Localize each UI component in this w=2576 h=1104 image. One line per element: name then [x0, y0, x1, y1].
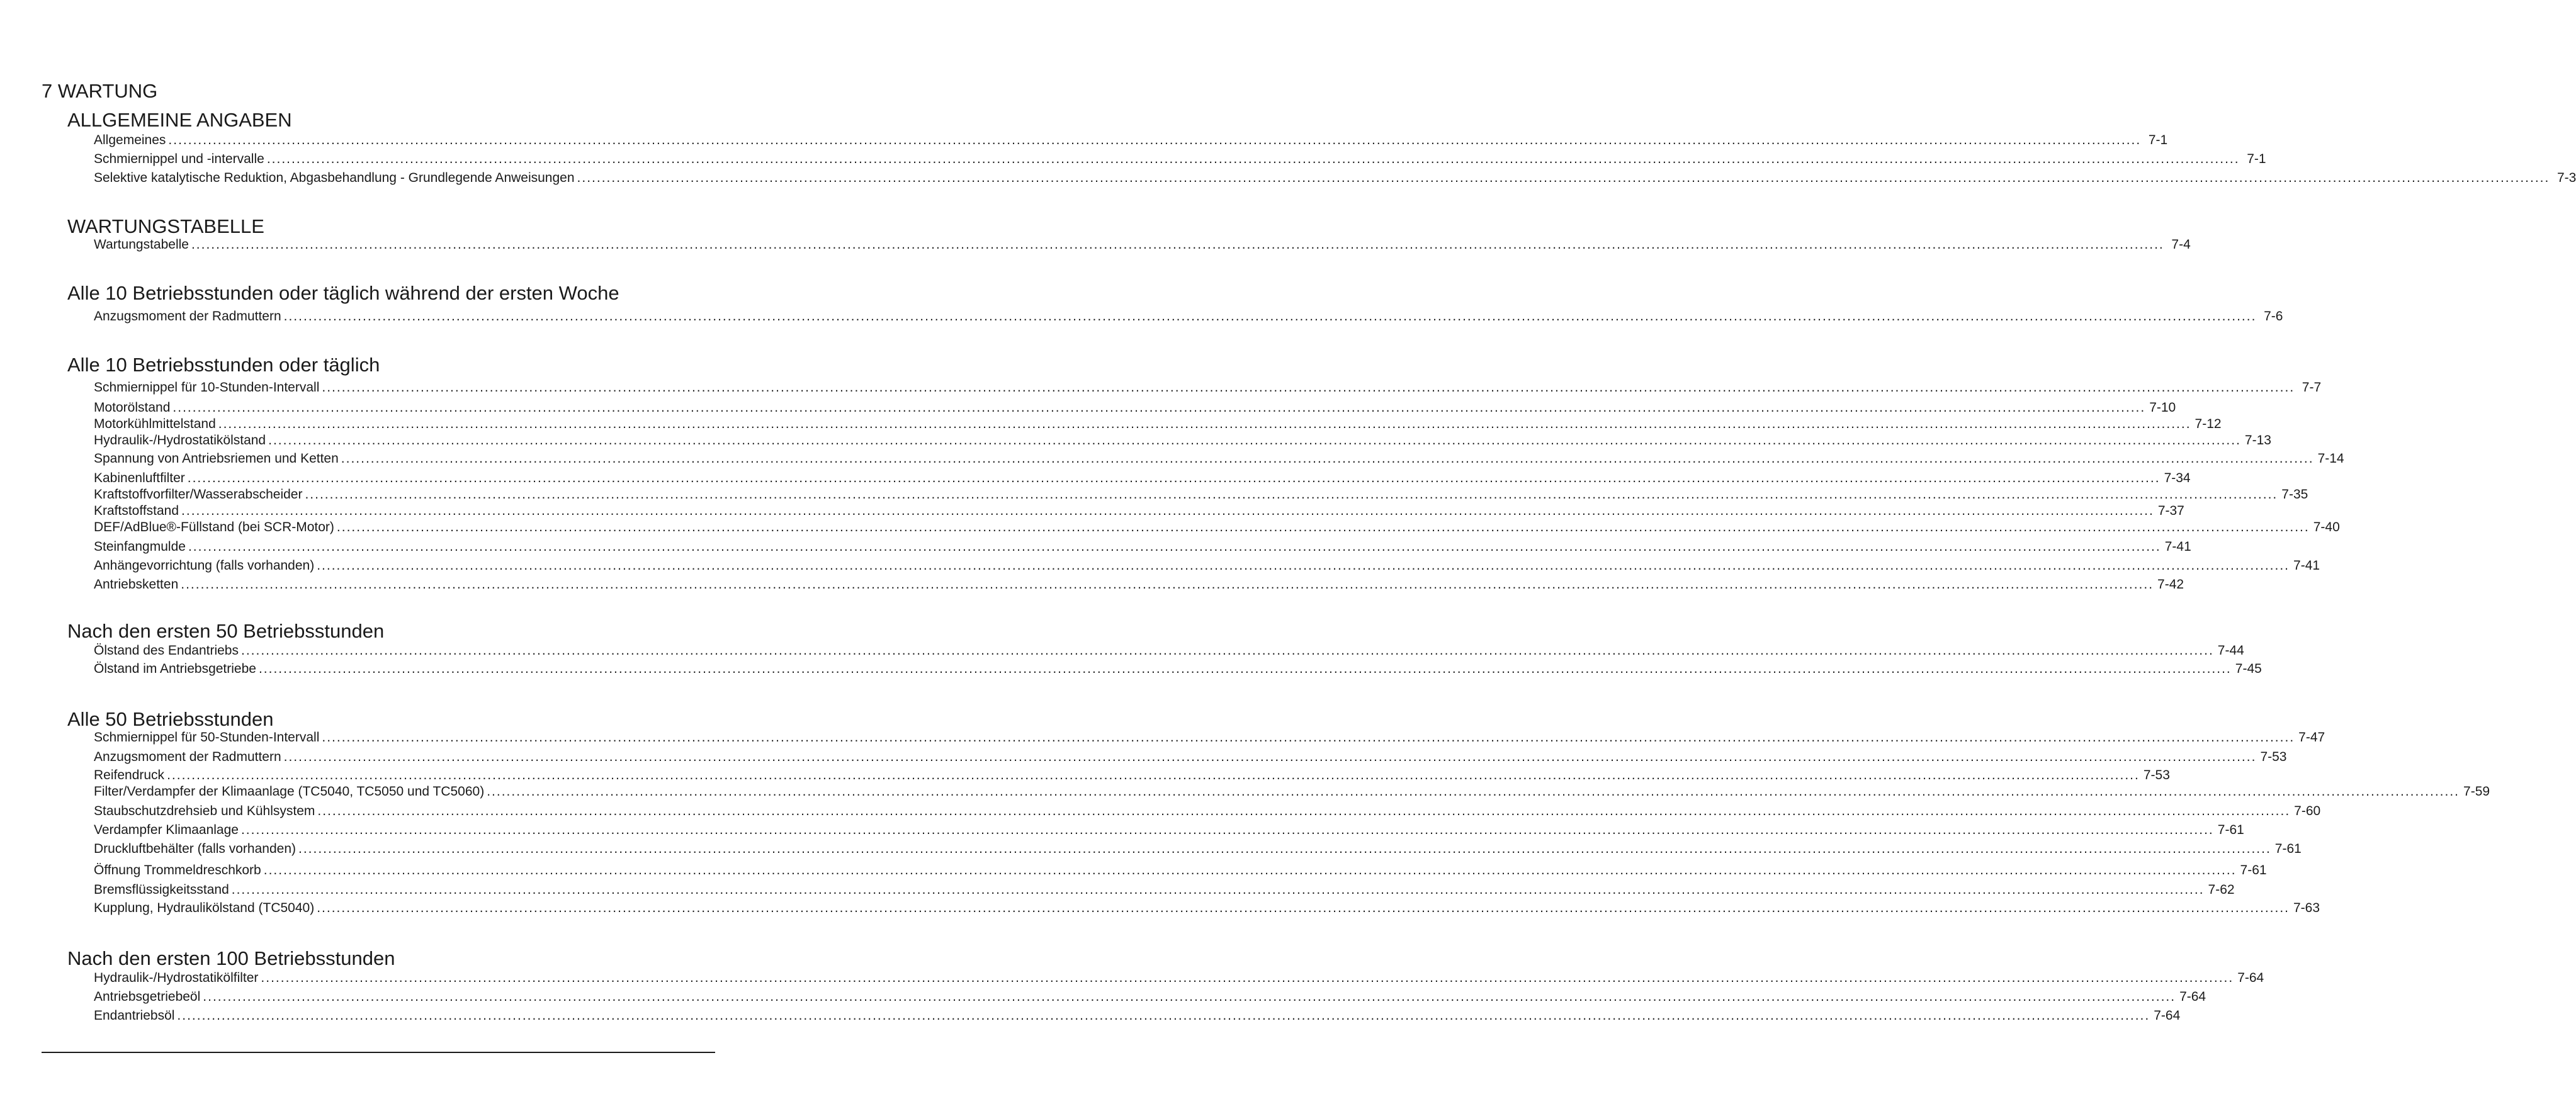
toc-entry[interactable] — [94, 749, 2287, 765]
toc-entry-title: Motorölstand — [94, 400, 171, 415]
toc-entry-title: Ölstand im Antriebsgetriebe — [94, 662, 256, 676]
toc-entry[interactable] — [94, 132, 2168, 149]
dot-leader: ................................................................................................................................................................................................................................................................................................................................................................................................................ — [263, 863, 2237, 877]
toc-entry-page: 7-64 — [2154, 1008, 2181, 1023]
dot-leader: ................................................................................................................................................................................................................................................................................................................................................................................................................ — [317, 804, 2291, 818]
section-title: Nach den ersten 100 Betriebsstunden — [67, 947, 395, 969]
toc-entry-title: Schmiernippel und -intervalle — [94, 152, 264, 166]
toc-entry-title: DEF/AdBlue®-Füllstand (bei SCR-Motor) — [94, 520, 334, 534]
toc-entry-title: Spannung von Antriebsriemen und Ketten — [94, 451, 339, 466]
toc-entry[interactable] — [94, 970, 2264, 986]
toc-entry[interactable] — [94, 767, 2170, 784]
toc-entry-title: Steinfangmulde — [94, 539, 186, 554]
toc-entry-page: 7-40 — [2313, 520, 2340, 534]
toc-entry[interactable] — [94, 432, 2271, 449]
toc-entry-page: 7-35 — [2281, 487, 2308, 502]
toc-entry-title: Anhängevorrichtung (falls vorhanden) — [94, 558, 315, 573]
dot-leader: ................................................................................................................................................................................................................................................................................................................................................................................................................ — [322, 730, 2295, 745]
toc-entry[interactable] — [94, 661, 2262, 677]
toc-entry[interactable] — [94, 451, 2344, 467]
toc-entry[interactable] — [94, 558, 2320, 574]
toc-entry-page: 7-44 — [2217, 643, 2244, 658]
toc-entry-title: Druckluftbehälter (falls vorhanden) — [94, 842, 296, 856]
section-title: ALLGEMEINE ANGABEN — [67, 109, 292, 131]
toc-entry-title: Anzugsmoment der Radmuttern — [94, 309, 281, 324]
toc-entry[interactable] — [94, 237, 2191, 253]
dot-leader: ................................................................................................................................................................................................................................................................................................................................................................................................................ — [167, 768, 2140, 782]
toc-entry-page: 7-61 — [2274, 842, 2302, 856]
dot-leader: ................................................................................................................................................................................................................................................................................................................................................................................................................ — [191, 237, 2164, 252]
toc-entry-page: 7-13 — [2244, 433, 2271, 448]
toc-entry-title: Verdampfer Klimaanlage — [94, 823, 239, 837]
toc-entry-title: Schmiernippel für 10-Stunden-Intervall — [94, 380, 320, 395]
dot-leader: ................................................................................................................................................................................................................................................................................................................................................................................................................ — [231, 882, 2205, 897]
dot-leader: ................................................................................................................................................................................................................................................................................................................................................................................................................ — [283, 750, 2257, 764]
toc-entry-page: 7-6 — [2264, 309, 2283, 324]
toc-entry[interactable] — [94, 784, 2490, 800]
toc-entry-page: 7-64 — [2179, 989, 2206, 1004]
toc-entry-page: 7-41 — [2293, 558, 2320, 573]
toc-entry-page: 7-37 — [2157, 504, 2184, 518]
dot-leader: ................................................................................................................................................................................................................................................................................................................................................................................................................ — [261, 971, 2234, 985]
dot-leader: ................................................................................................................................................................................................................................................................................................................................................................................................................ — [187, 471, 2161, 485]
dot-leader: ................................................................................................................................................................................................................................................................................................................................................................................................................ — [218, 417, 2191, 431]
toc-entry-page: 7-63 — [2293, 901, 2320, 915]
dot-leader: ................................................................................................................................................................................................................................................................................................................................................................................................................ — [266, 152, 2240, 166]
dot-leader: ................................................................................................................................................................................................................................................................................................................................................................................................................ — [487, 784, 2460, 799]
toc-entry-page: 7-10 — [2149, 400, 2176, 415]
toc-entry-page: 7-61 — [2217, 823, 2244, 837]
toc-entry-title: Ölstand des Endantriebs — [94, 643, 239, 658]
toc-entry[interactable] — [94, 470, 2191, 487]
toc-entry[interactable] — [94, 862, 2267, 879]
toc-entry-page: 7-1 — [2148, 133, 2168, 147]
toc-entry-page: 7-12 — [2195, 417, 2222, 431]
dot-leader: ................................................................................................................................................................................................................................................................................................................................................................................................................ — [305, 487, 2278, 502]
dot-leader: ................................................................................................................................................................................................................................................................................................................................................................................................................ — [577, 171, 2550, 185]
toc-entry[interactable] — [94, 308, 2283, 325]
toc-entry-title: Kraftstoffstand — [94, 504, 179, 518]
toc-entry-page: 7-7 — [2302, 380, 2322, 395]
toc-entry-title: Allgemeines — [94, 133, 166, 147]
toc-entry[interactable] — [94, 380, 2322, 396]
toc-entry-page: 7-41 — [2164, 539, 2191, 554]
toc-entry[interactable] — [94, 900, 2320, 916]
toc-entry-page: 7-3 — [2556, 171, 2576, 185]
dot-leader: ................................................................................................................................................................................................................................................................................................................................................................................................................ — [168, 133, 2142, 147]
section-title: Nach den ersten 50 Betriebsstunden — [67, 620, 385, 642]
toc-entry[interactable] — [94, 503, 2184, 519]
dot-leader: ................................................................................................................................................................................................................................................................................................................................................................................................................ — [181, 504, 2154, 518]
toc-entry[interactable] — [94, 841, 2302, 857]
toc-entry-title: Kupplung, Hydraulikölstand (TC5040) — [94, 901, 315, 915]
dot-leader: ................................................................................................................................................................................................................................................................................................................................................................................................................ — [341, 451, 2314, 466]
toc-entry-page: 7-47 — [2298, 730, 2325, 745]
dot-leader: ................................................................................................................................................................................................................................................................................................................................................................................................................ — [283, 309, 2257, 324]
toc-entry-title: Wartungstabelle — [94, 237, 189, 252]
dot-leader: ................................................................................................................................................................................................................................................................................................................................................................................................................ — [177, 1008, 2150, 1023]
toc-entry[interactable] — [94, 400, 2176, 416]
toc-entry-title: Anzugsmoment der Radmuttern — [94, 750, 281, 764]
bottom-rule — [42, 1052, 715, 1053]
toc-entry-page: 7-4 — [2171, 237, 2191, 252]
dot-leader: ................................................................................................................................................................................................................................................................................................................................................................................................................ — [298, 842, 2271, 856]
dot-leader: ................................................................................................................................................................................................................................................................................................................................................................................................................ — [322, 380, 2295, 395]
toc-entry-title: Hydraulik-/Hydrostatikölfilter — [94, 971, 259, 985]
toc-entry-page: 7-1 — [2247, 152, 2266, 166]
section-title: Alle 10 Betriebsstunden oder täglich — [67, 354, 380, 376]
dot-leader: ................................................................................................................................................................................................................................................................................................................................................................................................................ — [203, 989, 2176, 1004]
toc-entry[interactable] — [94, 803, 2321, 820]
toc-entry-title: Antriebsketten — [94, 577, 179, 592]
dot-leader: ................................................................................................................................................................................................................................................................................................................................................................................................................ — [336, 520, 2310, 534]
toc-entry[interactable] — [94, 577, 2184, 593]
toc-entry-title: Filter/Verdampfer der Klimaanlage (TC5040, TC5050 und TC5060) — [94, 784, 485, 799]
toc-entry[interactable] — [94, 1008, 2181, 1024]
dot-leader: ................................................................................................................................................................................................................................................................................................................................................................................................................ — [181, 577, 2154, 592]
toc-entry-title: Reifendruck — [94, 768, 165, 782]
section-title: Alle 50 Betriebsstunden — [67, 708, 274, 730]
dot-leader: ................................................................................................................................................................................................................................................................................................................................................................................................................ — [240, 823, 2214, 837]
toc-entry[interactable] — [94, 539, 2191, 555]
toc-entry-title: Kraftstoffvorfilter/Wasserabscheider — [94, 487, 303, 502]
toc-entry[interactable] — [94, 989, 2206, 1005]
dot-leader: ................................................................................................................................................................................................................................................................................................................................................................................................................ — [240, 643, 2214, 658]
toc-entry-title: Staubschutzdrehsieb und Kühlsystem — [94, 804, 315, 818]
toc-entry-page: 7-42 — [2157, 577, 2184, 592]
toc-entry[interactable] — [94, 151, 2266, 167]
toc-entry[interactable] — [94, 487, 2308, 503]
dot-leader: ................................................................................................................................................................................................................................................................................................................................................................................................................ — [317, 558, 2290, 573]
toc-entry-title: Selektive katalytische Reduktion, Abgasbehandlung - Grundlegende Anweisungen — [94, 171, 575, 185]
toc-entry[interactable] — [94, 519, 2340, 536]
section-title: WARTUNGSTABELLE — [67, 215, 264, 237]
toc-entry-page: 7-53 — [2143, 768, 2170, 782]
toc-entry[interactable] — [94, 729, 2325, 746]
toc-entry-title: Bremsflüssigkeitsstand — [94, 882, 229, 897]
toc-entry[interactable] — [94, 416, 2222, 432]
toc-entry-page: 7-59 — [2463, 784, 2490, 799]
toc-entry-title: Kabinenluftfilter — [94, 471, 185, 485]
toc-entry-title: Schmiernippel für 50-Stunden-Intervall — [94, 730, 320, 745]
toc-entry[interactable] — [94, 643, 2244, 659]
toc-entry[interactable] — [94, 170, 2576, 186]
dot-leader: ................................................................................................................................................................................................................................................................................................................................................................................................................ — [188, 539, 2161, 554]
toc-entry-title: Antriebsgetriebeöl — [94, 989, 201, 1004]
toc-entry-title: Hydraulik-/Hydrostatikölstand — [94, 433, 266, 448]
toc-entry[interactable] — [94, 882, 2235, 898]
dot-leader: ................................................................................................................................................................................................................................................................................................................................................................................................................ — [317, 901, 2290, 915]
toc-entry-page: 7-34 — [2164, 471, 2191, 485]
toc-entry-page: 7-45 — [2235, 662, 2262, 676]
toc-entry[interactable] — [94, 822, 2244, 838]
dot-leader: ................................................................................................................................................................................................................................................................................................................................................................................................................ — [172, 400, 2146, 415]
toc-entry-page: 7-14 — [2317, 451, 2344, 466]
toc-entry-title: Motorkühlmittelstand — [94, 417, 216, 431]
toc-entry-title: Öffnung Trommeldreschkorb — [94, 863, 261, 877]
dot-leader: ................................................................................................................................................................................................................................................................................................................................................................................................................ — [258, 662, 2232, 676]
toc-entry-page: 7-62 — [2208, 882, 2235, 897]
toc-entry-page: 7-60 — [2294, 804, 2321, 818]
toc-entry-title: Endantriebsöl — [94, 1008, 175, 1023]
toc-entry-page: 7-61 — [2240, 863, 2267, 877]
toc-entry-page: 7-53 — [2260, 750, 2287, 764]
toc-entry-page: 7-64 — [2237, 971, 2264, 985]
section-title: Alle 10 Betriebsstunden oder täglich während der ersten Woche — [67, 282, 619, 304]
chapter-title: 7 WARTUNG — [42, 80, 158, 102]
dot-leader: ................................................................................................................................................................................................................................................................................................................................................................................................................ — [268, 433, 2241, 448]
